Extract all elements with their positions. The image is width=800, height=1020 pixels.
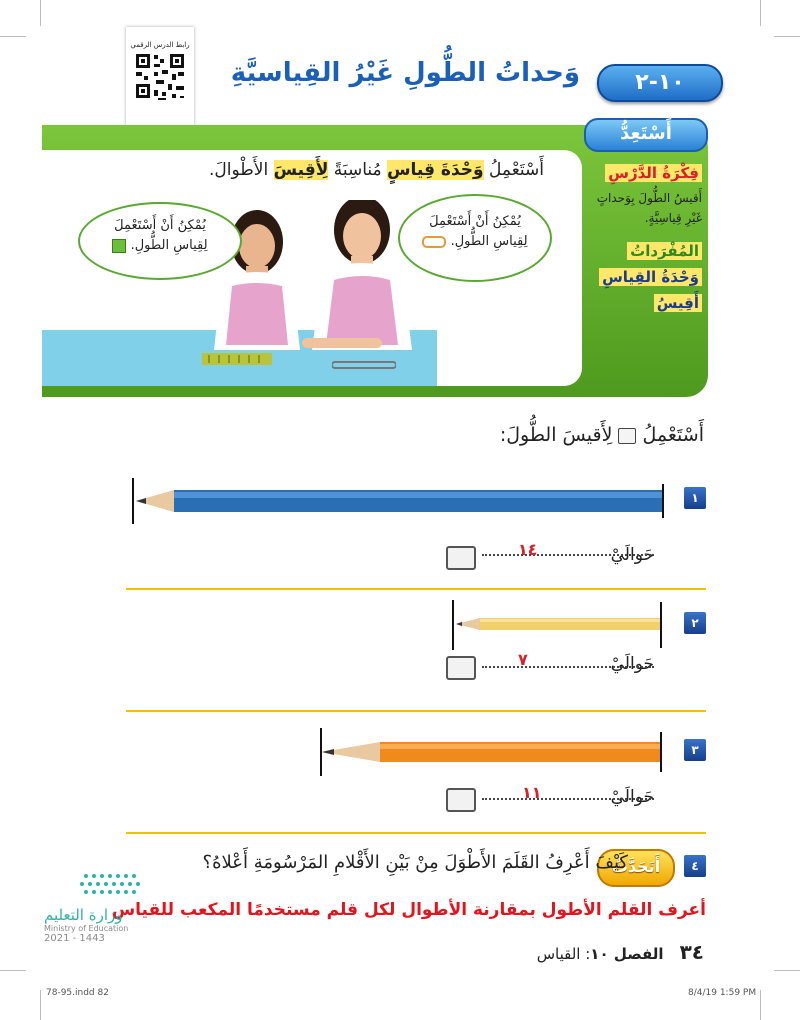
about-label-1: حَوالَيْ [610, 545, 654, 565]
idea-text: أَقيسُ الطُّولَ بِوَحداتٍ غَيْرِ قِياسِيَّةٍ. [596, 191, 702, 225]
intro-sentence: أَسْتَعْمِلُ وَحْدَةَ قِياسٍ مُناسِبَةً لِأَقِيسَ الأَطْوالَ. [208, 160, 544, 180]
pencil-blue [128, 478, 668, 524]
speech-bubble-left: يُمْكِنُ أَنْ أَسْتَعْمِلَ لِقِياسِ الطُّولِ. [78, 202, 242, 280]
crop-mark [760, 0, 761, 26]
answer-line-2 [482, 666, 654, 668]
crop-mark [0, 970, 26, 971]
item-number-1: ١ [684, 487, 706, 509]
cube-train-icon [202, 353, 272, 365]
cube-icon [112, 239, 126, 253]
ministry-name-en: Ministry of Education [44, 924, 129, 933]
ministry-dots-icon [44, 872, 154, 898]
ministry-logo [44, 872, 154, 962]
page-footer [537, 940, 704, 964]
ministry-year: 2021 - 1443 [44, 933, 105, 944]
slug-file: 78-95.indd 82 [46, 988, 109, 998]
cube-icon [446, 656, 476, 680]
idea-heading: فِكْرَةُ الدَّرْسِ [605, 164, 702, 182]
lesson-sidebar [590, 150, 702, 380]
pencil-orange [318, 728, 668, 776]
ministry-name-ar: وزارة التعليم [44, 906, 123, 924]
crop-mark [760, 990, 761, 1020]
vocab-term-unit: وَحْدَةُ القِياسِ [599, 268, 702, 286]
cube-icon [446, 788, 476, 812]
cube-icon [446, 546, 476, 570]
answer-line-3 [482, 798, 654, 800]
crop-mark [774, 36, 800, 37]
crop-mark [774, 970, 800, 971]
ready-tab: أَسْتَعِدُّ [584, 118, 708, 152]
lesson-number-badge: ١٠-٢ [597, 64, 723, 102]
separator [126, 832, 706, 834]
crop-mark [0, 36, 26, 37]
instruction-line: أَسْتَعْمِلُ لِأَقيسَ الطُّولَ: [499, 424, 704, 446]
paperclip-chain-icon [332, 360, 396, 370]
separator [126, 710, 706, 712]
vocab-heading: المُفْرَداتُ [627, 242, 702, 260]
answer-3: ١١ [522, 783, 542, 802]
answer-2: ٧ [518, 650, 528, 669]
paperclip-icon [422, 236, 446, 248]
qr-label: رابط الدرس الرقمي [130, 41, 190, 49]
qr-code-icon[interactable] [134, 52, 186, 130]
question-4: كَيْفَ أَعْرِفُ القَلَمَ الأَطْوَلَ مِنْ بَيْنِ الأَقْلامِ المَرْسُومَةِ أَعْلاهُ؟ [202, 852, 628, 873]
item-number-4: ٤ [684, 855, 706, 877]
vocab-term-measure: أَقِيسُ [654, 294, 702, 312]
crop-mark [40, 990, 41, 1020]
answer-1: ١٤ [518, 540, 538, 559]
speech-bubble-right: يُمْكِنُ أَنْ أَسْتَعْمِلَ لِقِياسِ الطُّولِ. [398, 194, 552, 282]
crop-mark [40, 0, 41, 26]
about-label-3: حَوالَيْ [610, 787, 654, 807]
slug-date: 8/4/19 1:59 PM [688, 988, 757, 998]
page-number: ٣٤ [679, 940, 704, 964]
separator [126, 588, 706, 590]
item-number-3: ٣ [684, 739, 706, 761]
about-label-2: حَوالَيْ [610, 654, 654, 674]
chapter-label: الفصل ١٠ [590, 945, 664, 963]
item-number-2: ٢ [684, 612, 706, 634]
talk-badge: أَتَحَدَّثُ [597, 849, 675, 887]
cube-icon [618, 428, 636, 444]
pencil-yellow [448, 600, 668, 650]
chapter-title: : القياس [536, 945, 591, 963]
answer-4: أعرف القلم الأطول بمقارنة الأطوال لكل قلم مستخدمًا المكعب للقياس [111, 900, 706, 920]
answer-line-1 [482, 554, 654, 556]
lesson-title: وَحداتُ الطُّولِ غَيْرُ القِياسيَّةِ [230, 58, 580, 88]
